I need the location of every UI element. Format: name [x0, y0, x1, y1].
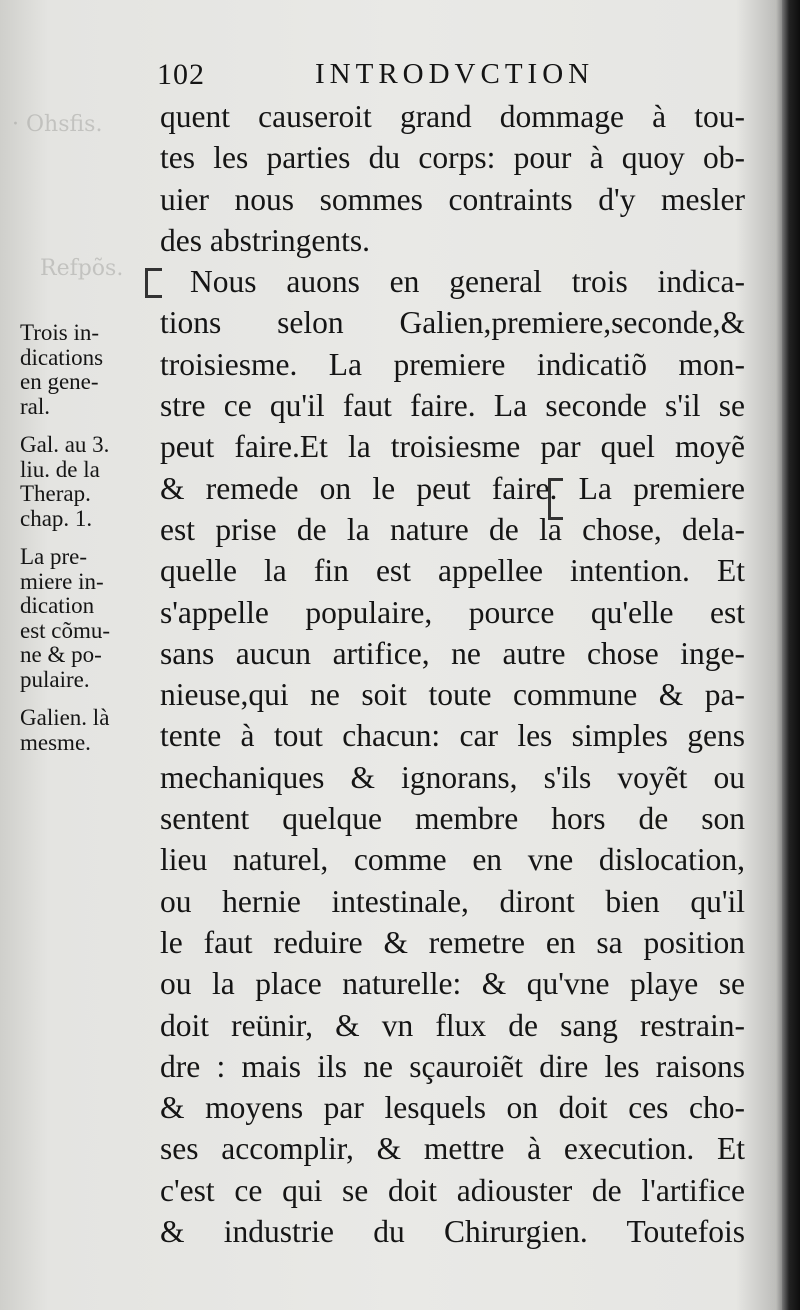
reader-bracket-mark: [145, 268, 162, 298]
text-line: est prise de la nature de la chose, dela-: [160, 511, 745, 547]
text-line: sans aucun artifice, ne autre chose inge-: [160, 635, 745, 671]
text-line: troisiesme. La premiere indicatiõ mon-: [160, 346, 745, 382]
margin-note-line: dication: [20, 593, 95, 618]
margin-note-line: Therap.: [20, 481, 91, 506]
text-line: quelle la fin est appellee intention. Et: [160, 553, 745, 589]
text-line: doit reünir, & vn flux de sang restrain-: [160, 1007, 745, 1043]
margin-note-line: liu. de la: [20, 456, 100, 482]
margin-note: [20, 706, 156, 755]
margin-note-line: ral.: [20, 393, 51, 419]
margin-note-line: ne & po-: [20, 642, 102, 667]
text-line: ou hernie intestinale, diront bien qu'il: [160, 883, 745, 919]
text-line: tente à tout chacun: car les simples gens: [160, 718, 745, 754]
text-line: tions selon Galien,premiere,seconde,&: [160, 305, 745, 341]
text-line: s'appelle populaire, pource qu'elle est: [160, 594, 745, 630]
margin-note-line: dications: [20, 344, 104, 370]
text-line: lieu naturel, comme en vne dislocation,: [160, 842, 745, 878]
margin-note: [20, 545, 156, 692]
margin-note-line: en gene-: [20, 369, 99, 394]
margin-note-line: pulaire.: [20, 666, 90, 692]
text-line: & industrie du Chirurgien. Toutefois: [160, 1214, 745, 1250]
text-line: & remede on le peut faire. La premiere: [160, 470, 745, 506]
text-line: & moyens par lesquels on doit ces cho-: [160, 1090, 745, 1126]
margin-note-line: miere in-: [20, 568, 104, 594]
page-number: 102: [157, 58, 205, 91]
text-line: le faut reduire & remetre en sa position: [160, 924, 745, 960]
text-line: peut faire.Et la troisiesme par quel moyẽ: [160, 429, 745, 465]
margin-note-line: Gal. au 3.: [20, 432, 110, 457]
text-line: tes les parties du corps: pour à quoy ob-: [160, 140, 745, 176]
reader-bracket-mark: [548, 478, 563, 520]
main-text-block: [160, 96, 745, 1252]
text-line: c'est ce qui se doit adiouster de l'artifice: [160, 1172, 745, 1208]
text-line: mechaniques & ignorans, s'ils voyẽt ou: [160, 759, 745, 795]
text-line: dre : mais ils ne sçauroiẽt dire les raisons: [160, 1048, 745, 1084]
text-line: nieuse,qui ne soit toute commune & pa-: [160, 677, 745, 713]
margin-note-line: Galien. là: [20, 705, 110, 730]
margin-note: [20, 321, 156, 419]
show-through-text: · Ohsfis. Refpõs.: [12, 112, 124, 281]
page-edge-shadow: [782, 0, 800, 1310]
text-line: stre ce qu'il faut faire. La seconde s'il se: [160, 388, 745, 424]
text-line: sentent quelque membre hors de son: [160, 801, 745, 837]
running-title: INTRODVCTION: [315, 58, 595, 90]
text-line: quent causeroit grand dommage à tou-: [160, 99, 745, 134]
margin-note: [20, 433, 156, 531]
text-line: Nous auons en general trois indica-: [190, 264, 745, 300]
margin-note-line: Trois in-: [20, 320, 100, 345]
margin-note-line: chap. 1.: [20, 505, 93, 531]
text-line: uier nous sommes contraints d'y mesler: [160, 181, 745, 217]
margin-note-line: La pre-: [20, 544, 88, 569]
text-line: ou la place naturelle: & qu'vne playe se: [160, 966, 745, 1002]
text-line: des abstringents.: [160, 222, 370, 258]
page-header: [157, 58, 757, 98]
margin-note-line: est cõmu-: [20, 617, 111, 643]
margin-notes: [20, 321, 156, 769]
text-line: ses accomplir, & mettre à execution. Et: [160, 1131, 745, 1167]
margin-note-line: mesme.: [20, 729, 91, 755]
